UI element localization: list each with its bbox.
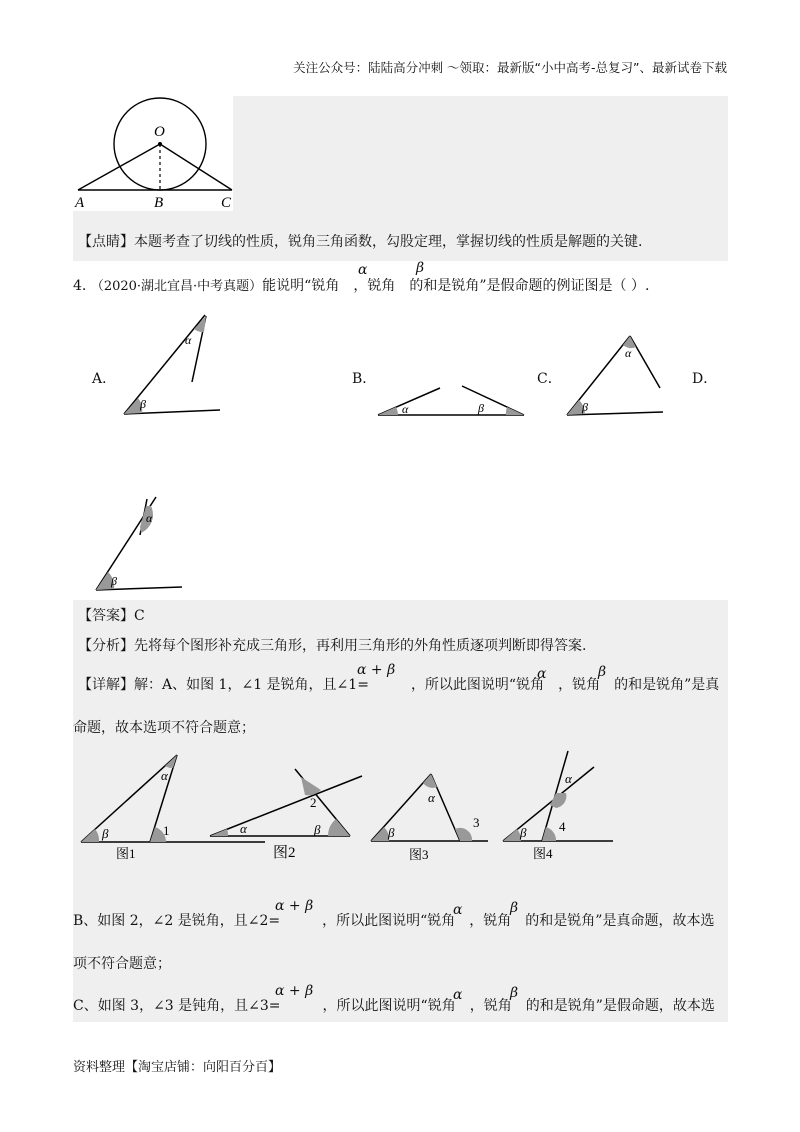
option-c-label: C．	[537, 371, 562, 387]
option-b-alpha: α	[402, 402, 409, 416]
label-a: A	[75, 195, 85, 211]
detail-1-beta: β	[598, 664, 607, 680]
fig4-beta: β	[520, 825, 527, 840]
fig4-num: 4	[559, 819, 566, 834]
page-header: 关注公众号：陆陆高分冲刺 ～领取：最新版“小中高考-总复习”、最新试卷下载	[293, 60, 727, 75]
label-o: O	[154, 124, 165, 140]
question-number: 4.	[73, 278, 87, 294]
fig2-caption: 图2	[273, 845, 296, 861]
c-line-sum: α + β	[275, 983, 314, 999]
option-c-figure	[563, 332, 668, 422]
detail-1-part-a: 【详解】解：A、如图 1，∠1 是锐角，且∠1=	[78, 677, 369, 693]
option-d-label: D．	[692, 371, 718, 387]
detail-line-1	[78, 675, 719, 695]
c-line-part-b: ，所以此图说明“锐角	[322, 998, 456, 1014]
figures-row	[73, 745, 618, 870]
b-line-sum: α + β	[275, 898, 314, 914]
fig1-beta: β	[102, 826, 109, 841]
point-note: 【点睛】本题考查了切线的性质，锐角三角函数，勾股定理，掌握切线的性质是解题的关键.	[78, 234, 643, 250]
analysis-line: 【分析】先将每个图形补充成三角形，再利用三角形的外角性质逐项判断即得答案.	[78, 638, 587, 654]
option-a-beta: β	[140, 397, 146, 411]
question-source: （2020·湖北宜昌·中考真题）	[90, 279, 263, 294]
c-line-part-c: ，锐角	[469, 998, 512, 1014]
question-alpha: α	[358, 262, 368, 278]
b-line-alpha: α	[453, 902, 463, 918]
option-b-label: B．	[352, 371, 377, 387]
option-a-alpha: α	[185, 333, 192, 347]
page-footer: 资料整理【淘宝店铺：向阳百分百】	[73, 1060, 282, 1075]
option-a-figure	[120, 312, 225, 422]
b-line-part-d: 的和是锐角”是真命题，故本选	[525, 913, 715, 929]
fig3-caption: 图3	[409, 847, 429, 862]
c-line-part-a: C、如图 3，∠3 是钝角，且∠3=	[73, 998, 281, 1014]
c-line-part-d: 的和是锐角”是假命题，故本选	[525, 998, 715, 1014]
detail-1-part-b: ，所以此图说明“锐角	[410, 677, 545, 693]
b-line-part-a: B、如图 2，∠2 是锐角，且∠2=	[73, 913, 281, 929]
c-line-alpha: α	[453, 987, 463, 1003]
detail-1-alpha: α	[537, 666, 547, 682]
question-text-2: ，锐角	[353, 278, 396, 294]
option-c-beta: β	[582, 400, 588, 414]
option-b-figure	[374, 382, 526, 422]
fig1-alpha: α	[161, 768, 168, 783]
question-line	[73, 276, 649, 297]
fig1-caption: 图1	[116, 846, 136, 861]
b-line-part-b: ，所以此图说明“锐角	[322, 913, 456, 929]
fig3-alpha: α	[428, 790, 435, 805]
b-line	[73, 911, 714, 931]
answer-line: 【答案】C	[78, 608, 145, 624]
question-text-1: 能说明“锐角	[262, 278, 340, 294]
c-line	[73, 996, 715, 1016]
fig4-alpha: α	[565, 771, 572, 786]
option-a-label: A．	[92, 371, 117, 387]
fig3-beta: β	[388, 825, 395, 840]
detail-line-2: 命题，故本选项不符合题意；	[73, 720, 255, 736]
label-c: C	[221, 195, 232, 211]
fig3-num: 3	[473, 815, 480, 830]
detail-1-part-d: 的和是锐角”是真	[614, 677, 720, 693]
b-line-beta: β	[510, 900, 519, 916]
question-text-3: 的和是锐角”是假命题的例证图是（ ）.	[409, 278, 650, 294]
detail-1-part-c: ，锐角	[558, 677, 601, 693]
b-line-part-c: ，锐角	[469, 913, 512, 929]
b-line-continued: 项不符合题意；	[73, 956, 171, 972]
fig1-num: 1	[163, 823, 170, 838]
fig2-num: 2	[310, 795, 317, 810]
option-b-beta: β	[478, 401, 484, 415]
label-b: B	[154, 195, 164, 211]
fig2-alpha: α	[240, 821, 247, 836]
fig2-beta: β	[314, 822, 321, 837]
fig4-caption: 图4	[533, 846, 553, 861]
detail-1-sum: α + β	[357, 662, 396, 678]
option-c-alpha: α	[625, 346, 632, 360]
c-line-beta: β	[510, 985, 519, 1001]
circle-tangent-figure	[73, 96, 233, 211]
option-d-figure	[92, 493, 187, 597]
option-d-beta: β	[111, 574, 117, 588]
question-beta: β	[416, 260, 425, 276]
option-d-alpha: α	[146, 511, 153, 525]
